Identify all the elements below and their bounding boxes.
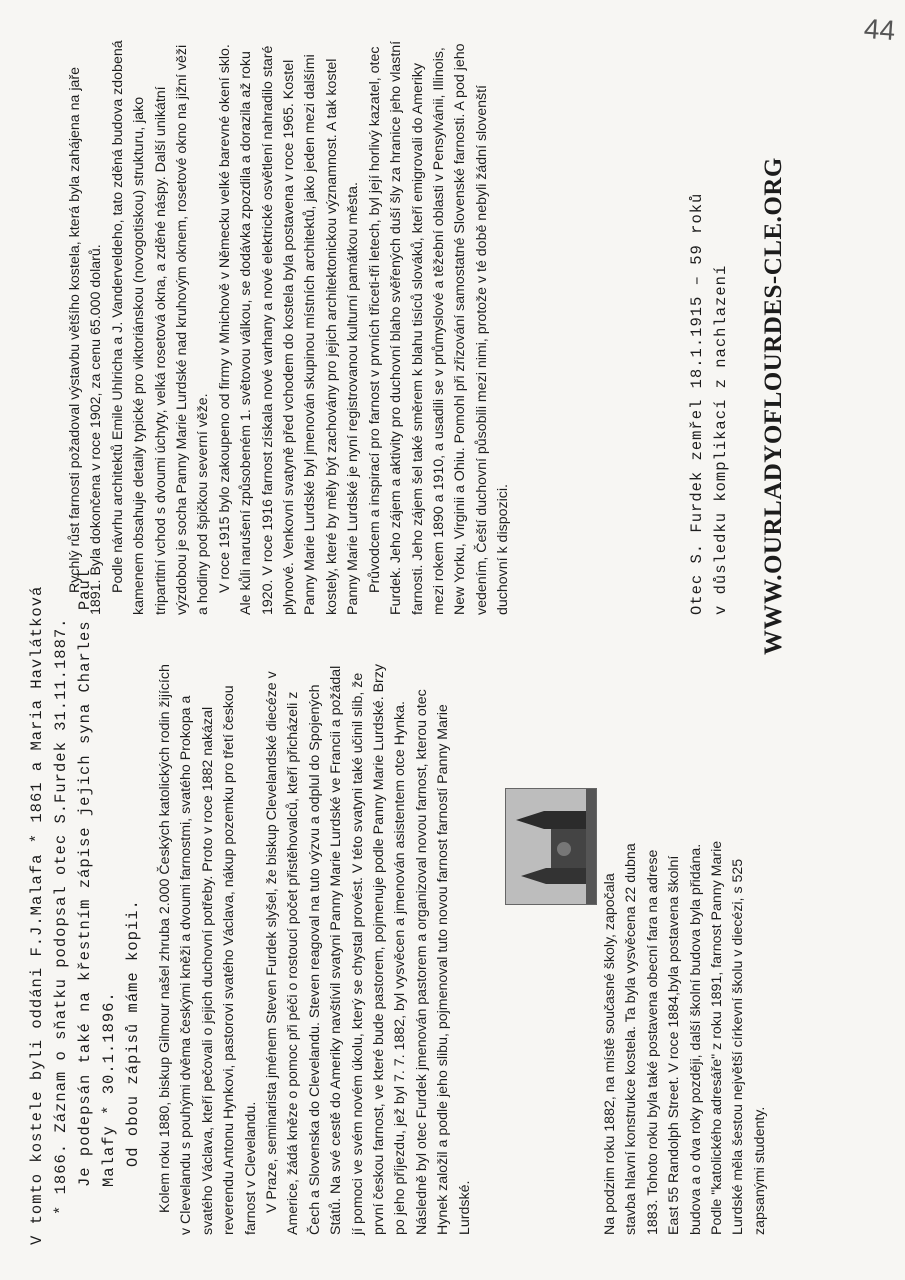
- closing-note: [685, 35, 733, 615]
- rotated-page-content: [25, 25, 885, 1255]
- paragraph: Podle návrhu architektů Emile Uhlricha a J. Vanderveldeho, tato zděná budova zdobená kamenem obsahuje detaily typické pro viktoriánskou (novogotiskou) strukturu, jako tripartitní vchod s dvoumi úchyty, velká rosetová okna, a zděné náspy. Další unikátní výzdobou je socha Panny Marie Lurdské nad kruhovým oknem, rosetové okno na jižní věži a hodiny pod špičkou severní věže.: [109, 40, 212, 615]
- closing-line: v důsledku komplikací z nachlazení: [712, 264, 730, 615]
- paragraph: V roce 1915 bylo zakoupeno od firmy v Mnichově v Německu velké barevné okení sklo. Ale kůli narušení způsobeném 1. světovou válkou, se dodávka zpozdila a dorazila až roku 1920. V roce 1916 farnost získala nové varhany a nové elektrické osvětlení nahradilo staré plynové. Venkovní svatyně před vchodem do kostela byla postavena v roce 1965. Kostel Panny Marie Lurdské byl jmenován skupinou místních architektů, jako jeden mezi dalšími kostely, které by měly být zachovány pro jejich architektonickou významnost. A tak kostel Panny Marie Lurdské je nyní registrovanou kulturní památkou města.: [216, 44, 362, 615]
- paragraph: Na podzim roku 1882, na místě současné školy, započala stavba hlavní konstrukce kostela. Ta byla vysvěcena 22 dubna 1883. Tohoto roku byla také postavena obecní fara na adrese East 55 Randolph Street. V roce 1884,byla postavena školní budova a o dva roky později, další školní budova byla přidána. Podle "katolického adresáře" z roku 1891, farnost Panny Marie Lurdské měla šestou největší církevní školu v diecézi, s 525 zapsanými studenty.: [602, 840, 768, 1235]
- paragraph: Kolem roku 1880, biskup Gilmour našel zhruba 2.000 Českých katolických rodin žijících v Clevelandu s pouhými dvěma českými kněži a dvoumi farnostmi, svatého Prokopa a svatého Václava, kteří pečovali o jejich duchovní potřeby. Proto v roce 1882 nakázal reverendu Antonu Hynkovi, pastorovi svatého Václava, nákup pozemku pro třetí českou farnost v Clevelandu.: [157, 664, 259, 1235]
- paragraph: Průvodcem a inspirací pro farnost v prvních třiceti-tři letech, byl její horlivý kazatel, otec Furdek. Jeho zájem a aktivity pro duchovní blaho svěřených duší šly za hranice jeho vlastní farnosti. Jeho zájem šel také směrem k blahu tisíců slováků, kteří emigrovali do Ameriky mezi rokem 1890 a 1910, a usadili se v průmyslové a těžební oblasti v Pensylvánii, Illinois, New Yorku, Virginii a Ohiu. Pomohl při zřizování samostatné Slovenské farnosti. A pod jeho vedením, Čeští duchovní působili mezi nimi, protože v té době nebyli žádní slovenští duchovní k dispozici.: [366, 40, 512, 615]
- website-url: WWW.OURLADYOFLOURDES-CLE.ORG: [760, 157, 787, 655]
- header-line: Malafy * 30.1.1896.: [100, 991, 118, 1187]
- article-column-right: [65, 40, 515, 615]
- paragraph: V Praze, seminarista jménem Steven Furdek slyšel, že biskup Clevelandské diecéze v Americe, žádá kněze o pomoc při péči o rostoucí počet přistěhovalců, kteří přicházeli z Čech a Slovenska do Clevelandu. Steven reagoval na tuto výzvu a odplul do Spojených Států. Na své cestě do Ameriky navštívil svatyni Panny Marie Lurdské ve Francii a požádal jí pomoci ve svém novém úkolu, který se chystal provést. V této svatyni také učinil slib, že první českou farnost, ve které bude pastorem, pojmenuje podle Panny Marie Lurdské. Brzy po jeho příjezdu, jež byl 7. 7. 1882, byl vysvěcen a jmenován asistentem otce Hynka. Následně byl otec Furdek jmenován pastorem a organizoval novou farnost, kterou otec Hynek založil a podle jeho slibu, pojmenoval tuto novou farnost farností Panny Marie Lurdské.: [264, 664, 473, 1235]
- header-line: V tomto kostele byli oddáni F.J.Malafa * 1861 a Maria Havlátková: [28, 585, 46, 1245]
- article-column-bottom: [600, 835, 771, 1235]
- page-number: 44: [862, 12, 897, 47]
- church-photo: [505, 788, 597, 905]
- header-line: Je podepsán také na křestním zápise jejich syna Charles Paul: [76, 568, 94, 1187]
- paragraph: Rychlý růst farnosti požadoval výstavbu většího kostela, která byla zahájena na jaře 1891. Byla dokončena v roce 1902, za cenu 65.000 dolarů.: [67, 66, 105, 615]
- header-line: * 1866. Záznam o sňatku podopsal otec S.Furdek 31.11.1887.: [52, 617, 70, 1215]
- closing-line: Otec S. Furdek zemřel 18.1.1915 – 59 roků: [688, 192, 706, 615]
- header-line: Od obou zápisů máme kopii.: [124, 899, 142, 1167]
- article-column-left: [155, 660, 476, 1235]
